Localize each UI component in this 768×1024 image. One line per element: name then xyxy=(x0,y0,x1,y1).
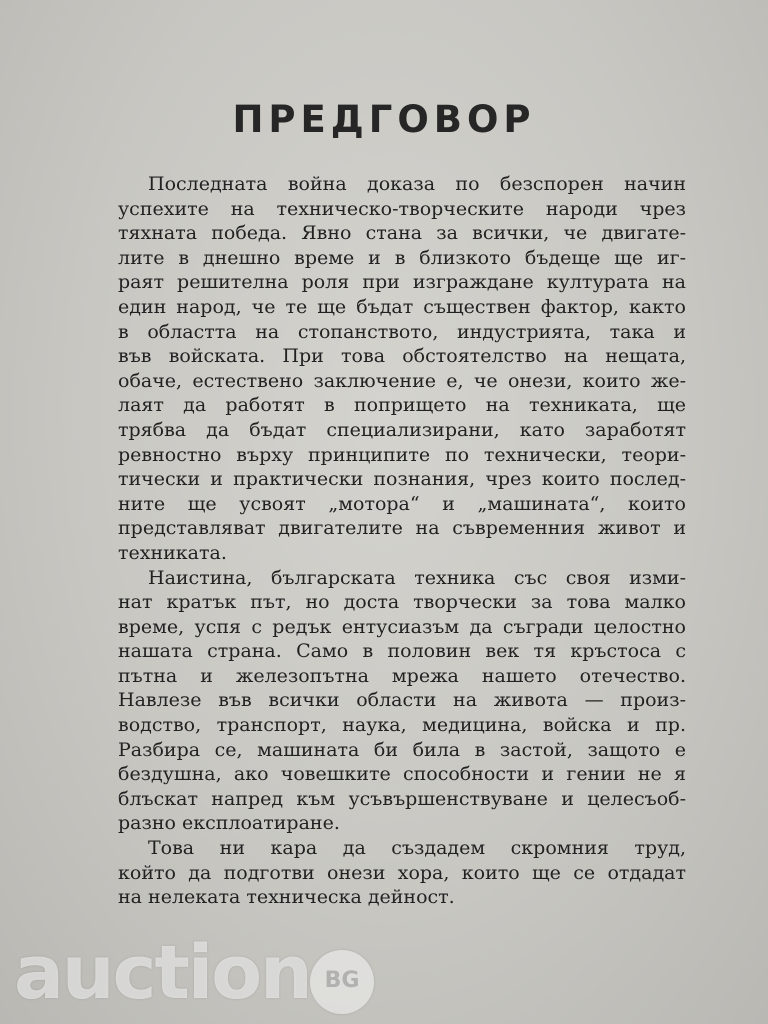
text-line: нашата страна. Само в половин век тя кръстоса с xyxy=(118,640,686,663)
text-line: време, успя с редък ентусиазъм да съгради целостно xyxy=(118,615,686,638)
text-line: Наистина, българската техника със своя изми- xyxy=(148,566,686,589)
page-title: ПРЕДГОВОР xyxy=(232,98,536,141)
text-line: лаят да работят в попрището на техниката, ще xyxy=(118,394,686,417)
text-line: обаче, естествено заключение е, че онези, които же- xyxy=(118,369,686,392)
watermark-badge-text: BG xyxy=(324,968,360,993)
text-line: Това ни кара да създадем скромния труд, xyxy=(148,837,686,860)
text-line: в областта на стопанството, индустрията, така и xyxy=(118,320,686,343)
text-line: който да подготви онези хора, които ще се отдадат xyxy=(118,861,686,884)
text-line: тяхната победа. Явно стана за всички, че двигате- xyxy=(118,222,686,245)
text-line: нат кратък път, но доста творчески за това малко xyxy=(118,591,686,614)
text-line: блъскат напред към усъвършенствуване и целесъоб- xyxy=(118,787,686,810)
watermark-logo-text: auction xyxy=(14,930,311,1016)
text-line: водство, транспорт, наука, медицина, войска и пр. xyxy=(118,714,686,737)
text-line: във войската. При това обстоятелство на нещата, xyxy=(118,345,686,368)
text-line: техниката. xyxy=(118,541,227,564)
text-line: бездушна, ако човешките способности и гении не я xyxy=(118,763,686,786)
text-line: Последната война доказа по безспорен начин xyxy=(148,173,686,195)
text-line: лите в днешно време и в близкото бъдеще ще иг- xyxy=(118,246,686,269)
text-line: Навлезе във всички области на живота — произ- xyxy=(118,689,686,712)
text-line: тически и практически познания, чрез които послед- xyxy=(118,468,686,491)
text-line: ните ще усвоят „мотора“ и „машината“, които xyxy=(118,492,686,515)
text-line: ревностно върху принципите по технически, теори- xyxy=(118,443,686,466)
text-line: разно експлоатиране. xyxy=(118,812,340,835)
text-line: пътна и железопътна мрежа нашето отечество. xyxy=(118,664,686,687)
preface-text xyxy=(118,172,686,910)
text-line: раят решителна роля при изграждане културата на xyxy=(118,271,686,294)
text-line: трябва да бъдат специализирани, като заработят xyxy=(118,418,686,441)
text-line: представляват двигателите на съвременния живот и xyxy=(118,517,686,540)
text-line: успехите на техническо-творческите народи чрез xyxy=(118,197,686,220)
auction-watermark xyxy=(14,930,414,1020)
text-line: един народ, че те ще бъдат съществен фактор, както xyxy=(118,295,686,318)
text-line: Разбира се, машината би била в застой, защото е xyxy=(118,738,686,761)
watermark-badge xyxy=(310,950,374,1014)
text-line: на нелеката техническа дейност. xyxy=(118,886,455,909)
